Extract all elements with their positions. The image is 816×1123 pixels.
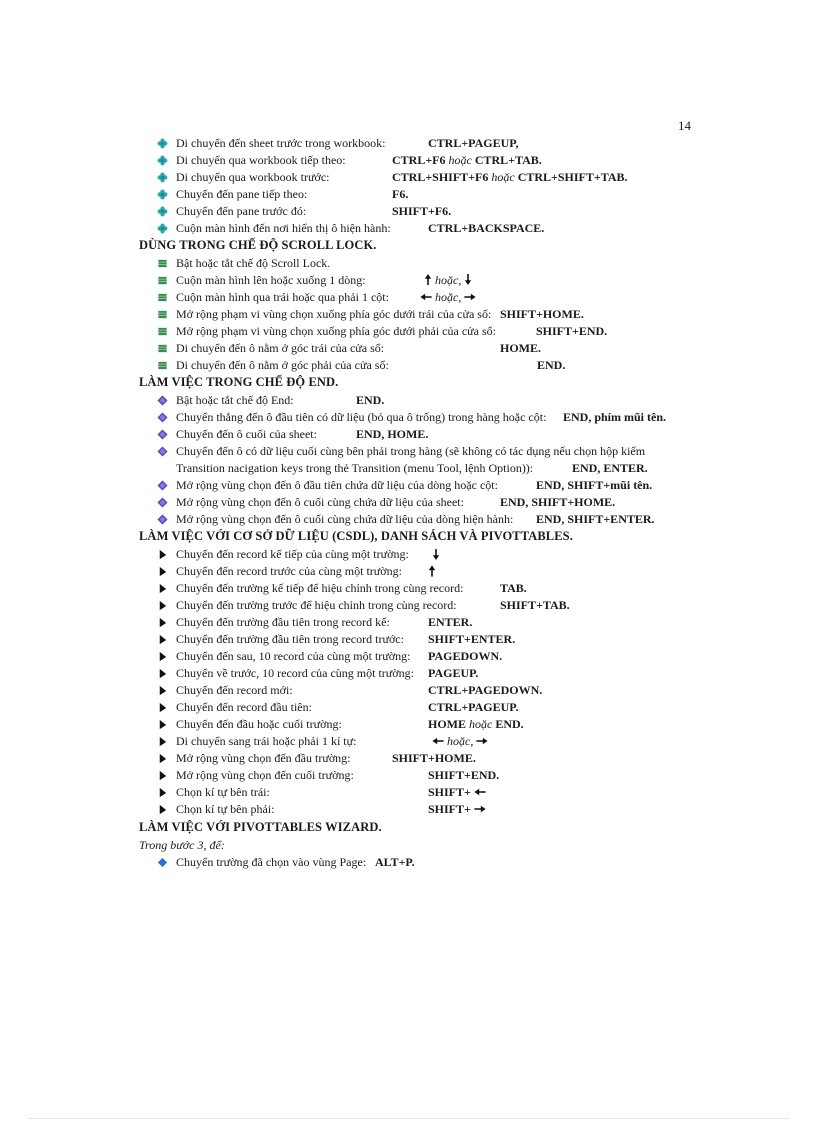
triangle-bullet-icon xyxy=(157,634,168,645)
square-bullet-icon xyxy=(157,258,168,269)
arrow-up-icon xyxy=(428,565,436,577)
arrow-down-icon xyxy=(432,549,440,560)
section-heading-scroll-lock: DÙNG TRONG CHẾ ĐỘ SCROLL LOCK. xyxy=(139,238,377,252)
list-item-continuation: Transition nacigation keys trong thẻ Transition (menu Tool, lệnh Option)): END, ENTER. xyxy=(176,461,648,475)
diamond-bullet-icon xyxy=(157,412,168,423)
list-item: Mở rộng phạm vi vùng chọn xuống phía góc dưới phải của cửa sổ: SHIFT+END. xyxy=(0,323,816,340)
diamond-bullet-icon xyxy=(157,497,168,508)
triangle-bullet-icon xyxy=(157,685,168,696)
triangle-bullet-icon xyxy=(157,549,168,560)
list-item: Chuyển đến record kế tiếp của cùng một trường: xyxy=(0,546,816,563)
list-item: Chuyển thẳng đến ô đầu tiên có dữ liệu (bỏ qua ô trống) trong hàng hoặc cột: END, phím mũi tên. xyxy=(0,409,816,426)
list-item: Mở rộng phạm vi vùng chọn xuống phía góc dưới trái của cửa sổ: SHIFT+HOME. xyxy=(0,306,816,323)
square-bullet-icon xyxy=(157,343,168,354)
list-item: Chuyển đến đầu hoặc cuối trường: HOME hoặc END. xyxy=(0,716,816,733)
square-bullet-icon xyxy=(157,275,168,286)
flower-bullet-icon xyxy=(157,223,168,234)
diamond-bullet-icon xyxy=(157,857,168,868)
list-item: Chuyển đến trường đầu tiên trong record trước: SHIFT+ENTER. xyxy=(0,631,816,648)
list-item: Bật hoặc tắt chế độ Scroll Lock. xyxy=(0,255,816,272)
triangle-bullet-icon xyxy=(157,600,168,611)
list-item: Di chuyển sang trái hoặc phải 1 kí tự: hoặc, xyxy=(0,733,816,750)
flower-bullet-icon xyxy=(157,138,168,149)
arrow-right-icon xyxy=(464,293,476,301)
list-item: Chuyển đến trường trước để hiệu chỉnh trong cùng record: SHIFT+TAB. xyxy=(0,597,816,614)
triangle-bullet-icon xyxy=(157,583,168,594)
list-item: Chuyển đến pane tiếp theo: F6. xyxy=(0,186,816,203)
list-item: Chọn kí tự bên phải: SHIFT+ xyxy=(0,801,816,818)
list-item: Di chuyển qua workbook trước: CTRL+SHIFT+F6 hoặc CTRL+SHIFT+TAB. xyxy=(0,169,816,186)
list-item: Chuyển đến pane trước đó: SHIFT+F6. xyxy=(0,203,816,220)
list-item: Mở rộng vùng chọn đến ô cuối cùng chứa dữ liệu của sheet: END, SHIFT+HOME. xyxy=(0,494,816,511)
triangle-bullet-icon xyxy=(157,804,168,815)
diamond-bullet-icon xyxy=(157,514,168,525)
diamond-bullet-icon xyxy=(157,395,168,406)
flower-bullet-icon xyxy=(157,155,168,166)
arrow-down-icon xyxy=(464,274,472,285)
list-item: Chuyển đến ô cuối của sheet: END, HOME. xyxy=(0,426,816,443)
list-item: Chuyển đến trường kế tiếp để hiệu chỉnh trong cùng record: TAB. xyxy=(0,580,816,597)
diamond-bullet-icon xyxy=(157,480,168,491)
triangle-bullet-icon xyxy=(157,566,168,577)
list-item: Mở rộng vùng chọn đến ô đầu tiên chứa dữ liệu của dòng hoặc cột: END, SHIFT+mũi tên. xyxy=(0,477,816,494)
flower-bullet-icon xyxy=(157,206,168,217)
arrow-left-icon xyxy=(420,293,432,301)
arrow-right-icon xyxy=(476,737,488,745)
list-item: Cuộn màn hình đến nơi hiển thị ô hiện hành: CTRL+BACKSPACE. xyxy=(0,220,816,237)
list-item: Di chuyển qua workbook tiếp theo: CTRL+F6 hoặc CTRL+TAB. xyxy=(0,152,816,169)
page-number: 14 xyxy=(678,118,691,133)
triangle-bullet-icon xyxy=(157,787,168,798)
page-bottom-divider xyxy=(28,1118,788,1119)
arrow-left-icon xyxy=(474,788,486,796)
diamond-bullet-icon xyxy=(157,446,168,457)
flower-bullet-icon xyxy=(157,172,168,183)
list-item: Mở rộng vùng chọn đến ô cuối cùng chứa dữ liệu của dòng hiện hành: END, SHIFT+ENTER. xyxy=(0,511,816,528)
list-item: Chuyển trường đã chọn vào vùng Page: ALT+P. xyxy=(0,854,816,871)
list-item: Chuyển đến trường đầu tiên trong record kế: ENTER. xyxy=(0,614,816,631)
pivot-note: Trong bước 3, để: xyxy=(139,838,225,852)
triangle-bullet-icon xyxy=(157,753,168,764)
list-item: Chọn kí tự bên trái: SHIFT+ xyxy=(0,784,816,801)
list-item: Bật hoặc tắt chế độ End: END. xyxy=(0,392,816,409)
triangle-bullet-icon xyxy=(157,736,168,747)
triangle-bullet-icon xyxy=(157,702,168,713)
section-heading-pivot-wizard: LÀM VIỆC VỚI PIVOTTABLES WIZARD. xyxy=(139,820,382,834)
triangle-bullet-icon xyxy=(157,668,168,679)
arrow-left-icon xyxy=(432,737,444,745)
section-heading-database: LÀM VIỆC VỚI CƠ SỞ DỮ LIỆU (CSDL), DANH SÁCH VÀ PIVOTTABLES. xyxy=(139,529,573,543)
square-bullet-icon xyxy=(157,360,168,371)
square-bullet-icon xyxy=(157,326,168,337)
triangle-bullet-icon xyxy=(157,617,168,628)
list-item: Chuyển đến record mới: CTRL+PAGEDOWN. xyxy=(0,682,816,699)
section-heading-end-mode: LÀM VIỆC TRONG CHẾ ĐỘ END. xyxy=(139,375,339,389)
list-item: Di chuyển đến ô nằm ở góc phải của cửa sổ: END. xyxy=(0,357,816,374)
list-item: Chuyển đến record đầu tiên: CTRL+PAGEUP. xyxy=(0,699,816,716)
square-bullet-icon xyxy=(157,309,168,320)
list-item: Chuyển đến sau, 10 record của cùng một trường: PAGEDOWN. xyxy=(0,648,816,665)
arrow-up-icon xyxy=(424,274,432,285)
list-item: Chuyển đến ô có dữ liệu cuối cùng bên phải trong hàng (sẽ không có tác dụng nếu chọn hộp kiểm xyxy=(0,443,816,460)
triangle-bullet-icon xyxy=(157,651,168,662)
list-item: Cuộn màn hình lên hoặc xuống 1 dòng: hoặc, xyxy=(0,272,816,289)
flower-bullet-icon xyxy=(157,189,168,200)
square-bullet-icon xyxy=(157,292,168,303)
list-item: Mở rộng vùng chọn đến đầu trường: SHIFT+HOME. xyxy=(0,750,816,767)
list-item: Di chuyển đến sheet trước trong workbook: CTRL+PAGEUP, xyxy=(0,135,816,152)
arrow-right-icon xyxy=(474,805,486,813)
list-item: Mở rộng vùng chọn đến cuối trường: SHIFT+END. xyxy=(0,767,816,784)
diamond-bullet-icon xyxy=(157,429,168,440)
list-item: Chuyển về trước, 10 record của cùng một trường: PAGEUP. xyxy=(0,665,816,682)
triangle-bullet-icon xyxy=(157,719,168,730)
list-item: Di chuyển đến ô nằm ở góc trái của cửa sổ: HOME. xyxy=(0,340,816,357)
list-item: Cuộn màn hình qua trái hoặc qua phải 1 cột: hoặc, xyxy=(0,289,816,306)
triangle-bullet-icon xyxy=(157,770,168,781)
list-item: Chuyển đến record trước của cùng một trường: xyxy=(0,563,816,580)
